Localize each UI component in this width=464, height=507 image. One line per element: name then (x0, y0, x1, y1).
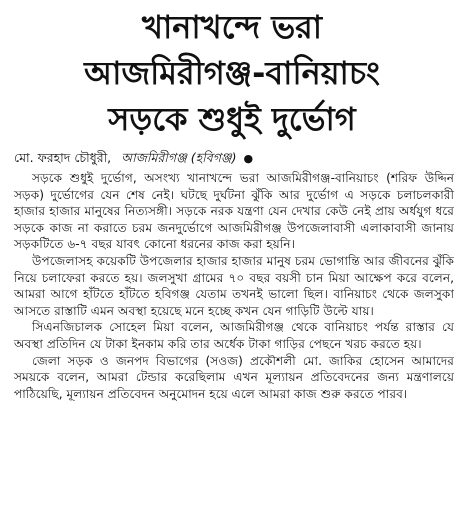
paragraph-3: সিএনজিচালক সোহেল মিয়া বলেন, আজমিরীগঞ্জ থেকে বানিয়াচং পর্যন্ত রাস্তার যে অবস্থা প্রতিদিন যে টাকা ইনকাম করি তার অর্ধেক টাকা গাড়ির পেছনে খরচ করতে হয়। (14, 320, 454, 351)
headline (0, 4, 464, 142)
paragraph-1: সড়কে শুধুই দুর্ভোগ, অসংখ্য খানাখন্দে ভরা আজমিরীগঞ্জ-বানিয়াচং (শরিফ উদ্দিন সড়ক) দুর্ভোগের যেন শেষ নেই। ঘটছে দুর্ঘটনা ঝুঁকি আর দুর্ভোগ এ সড়কে চলাচলকারী হাজার হাজার মানুষের নিত্যসঙ্গী। সড়কে নরক যন্ত্রণা যেন দেখার কেউ নেই প্রায় অর্ধযুগ ধরে সড়কে কাজ না করাতে চরম জনদুর্ভোগে আজমিরীগঞ্জ উপজেলাবাসী এলাকাবাসী জানায় সড়কটিতে ৬-৭ বছর যাবৎ কোনো ধরনের কাজ করা হয়নি। (14, 171, 454, 252)
byline-dot-icon: ● (243, 152, 254, 165)
headline-line-3: সড়কে শুধুই দুর্ভোগ (108, 100, 356, 138)
headline-line-2: আজমিরীগঞ্জ-বানিয়াচং (84, 54, 380, 92)
paragraph-4: জেলা সড়ক ও জনপদ বিভাগের (সওজ) প্রকৌশলী মো. জাকির হোসেন আমাদের সময়কে বলেন, আমরা টেন্ডার করেছিলাম এখন মূল্যায়ন প্রতিবেদনের জন্য মন্ত্রণালয়ে পাঠিয়েছি, মূল্যায়ন প্রতিবেদন অনুমোদন হয়ে এলে আমরা কাজ শুরু করতে পারব। (14, 353, 454, 401)
byline (14, 150, 454, 170)
article-body (14, 170, 454, 402)
paragraph-2: উপজেলাসহ কয়েকটি উপজেলার হাজার হাজার মানুষ চরম ভোগান্তি আর জীবনের ঝুঁকি নিয়ে চলাফেরা করতে হয়। জলসুখা গ্রামের ৭০ বছর বয়সী চান মিয়া আক্ষেপ করে বলেন, আমরা আগে হাঁটতে হাঁটতে হবিগঞ্জ যেতাম তখনই ভালো ছিল। বানিয়াচং থেকে জলসুকা আসতে রাস্তাটি এমন অবস্থা হয়েছে মনে হচ্ছে কখন যেন গাড়িটি উল্টে যায়। (14, 253, 454, 318)
byline-author: মো. ফরহাদ চৌধুরী, (14, 150, 112, 165)
byline-location: আজমিরীগঞ্জ (হবিগঞ্জ) (121, 150, 237, 165)
headline-line-1: খানাখন্দে ভরা (141, 8, 323, 46)
